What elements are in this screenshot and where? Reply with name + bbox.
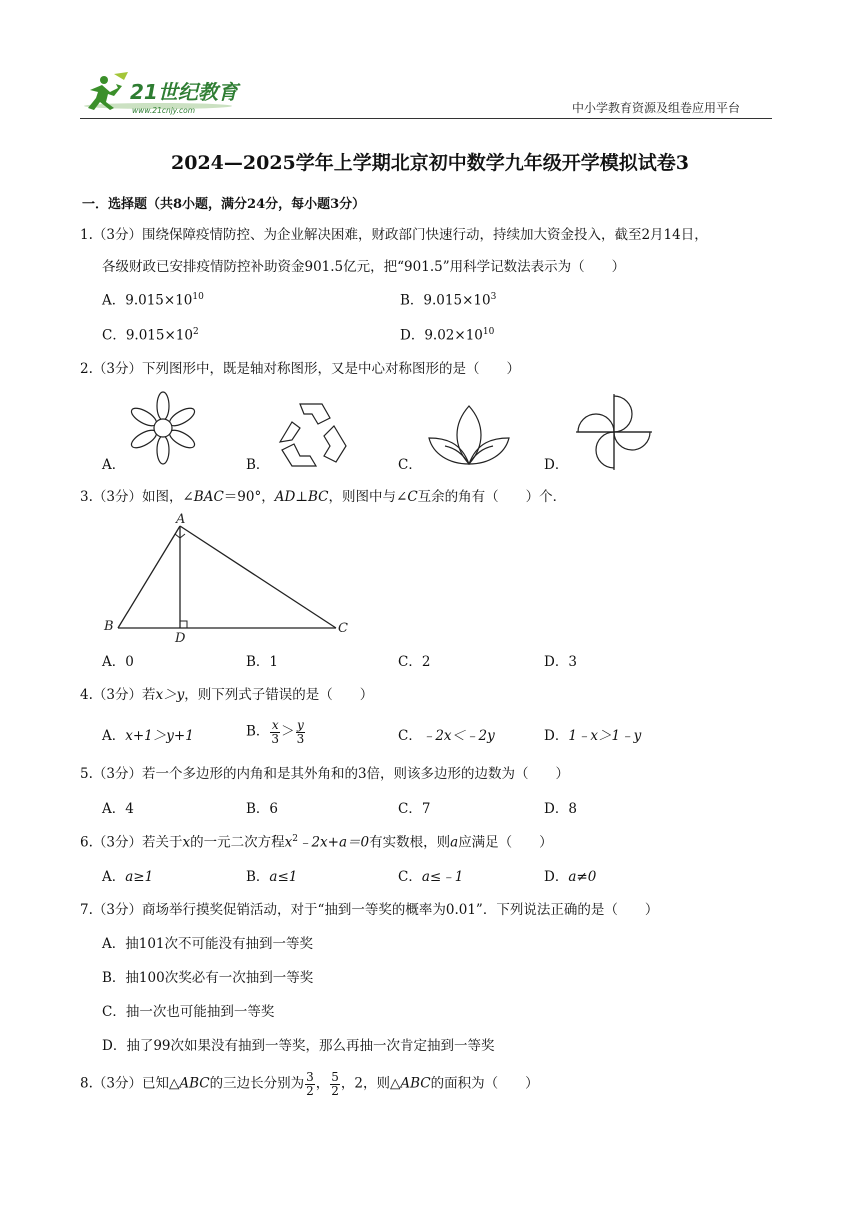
triangle-figure bbox=[100, 510, 360, 645]
logo-url: www.21cnjy.com bbox=[132, 106, 196, 115]
q7-stem: 7.（3分）商场举行摸奖促销活动，对于“抽到一等奖的概率为0.01”．下列说法正确的是（ ） bbox=[80, 902, 659, 918]
q3-option-c: C．2 bbox=[398, 654, 431, 670]
q6-option-c: C．a≤﹣1 bbox=[398, 869, 464, 885]
pinwheel-figure bbox=[572, 390, 656, 474]
q1-option-b: B．$9.015\times 10^3$ bbox=[400, 292, 497, 309]
q3-option-d: D．3 bbox=[544, 654, 577, 670]
q1-option-d: D．$9.02\times 10^{10}$ bbox=[400, 327, 495, 344]
header-divider bbox=[80, 118, 772, 119]
q4-option-a: A．x+1＞y+1 bbox=[102, 728, 194, 744]
q8-stem: 8.（3分）已知△ABC的三边长分别为 $\frac{3}{2}$ ， $\frac{5}{2}$ ，2，则△ABC的面积为（ ） bbox=[80, 1070, 539, 1098]
q7-option-a: A．抽101次不可能没有抽到一等奖 bbox=[102, 936, 314, 952]
flower-figure bbox=[125, 390, 205, 470]
lotus-figure bbox=[425, 402, 513, 472]
q3-stem: 3.（3分）如图，∠BAC＝90°，AD⊥BC，则图中与∠C互余的角有（ ）个． bbox=[80, 489, 567, 505]
q7-option-c: C．抽一次也可能抽到一等奖 bbox=[102, 1004, 275, 1020]
q4-stem: 4.（3分）若x＞y，则下列式子错误的是（ ） bbox=[80, 687, 374, 703]
q6-option-d: D．a≠0 bbox=[544, 869, 597, 885]
q1-stem-line2: 各级财政已安排疫情防控补助资金901.5亿元，把“901.5”用科学记数法表示为（ ） bbox=[102, 259, 626, 275]
q6-option-a: A．a≥1 bbox=[102, 869, 154, 885]
q5-option-b: B．6 bbox=[246, 801, 279, 817]
q4-option-c: C．﹣2x＜﹣2y bbox=[398, 728, 495, 744]
q6-option-b: B．a≤1 bbox=[246, 869, 298, 885]
q2-option-b: B． bbox=[246, 457, 270, 473]
recycle-figure bbox=[270, 400, 355, 472]
q3-option-a: A．0 bbox=[102, 654, 134, 670]
q2-stem: 2.（3分）下列图形中，既是轴对称图形，又是中心对称图形的是（ ） bbox=[80, 361, 520, 377]
logo-text: 21世纪教育 bbox=[130, 80, 238, 104]
q5-option-d: D．8 bbox=[544, 801, 577, 817]
vertex-b-label: B bbox=[104, 619, 114, 634]
q5-option-a: A．4 bbox=[102, 801, 134, 817]
q1-option-a: A．$9.015\times 10^{10}$ bbox=[102, 292, 204, 309]
section-heading: 一．选择题（共8小题，满分24分，每小题3分） bbox=[82, 197, 366, 212]
vertex-a-label: A bbox=[176, 512, 186, 527]
q7-option-d: D．抽了99次如果没有抽到一等奖，那么再抽一次肯定抽到一等奖 bbox=[102, 1038, 495, 1054]
q4-option-d: D．1﹣x＞1﹣y bbox=[544, 728, 642, 744]
q4-option-b: B． $\frac{x}{3}$ ＞ $\frac{y}{3}$ bbox=[246, 718, 305, 746]
vertex-d-label: D bbox=[175, 631, 186, 645]
vertex-c-label: C bbox=[338, 621, 348, 636]
q5-stem: 5.（3分）若一个多边形的内角和是其外角和的3倍，则该多边形的边数为（ ） bbox=[80, 766, 570, 782]
q3-option-b: B．1 bbox=[246, 654, 279, 670]
logo-21cnjy bbox=[80, 70, 250, 120]
platform-name: 中小学教育资源及组卷应用平台 bbox=[571, 101, 740, 115]
q5-option-c: C．7 bbox=[398, 801, 431, 817]
q1-stem-line1: 1.（3分）围绕保障疫情防控、为企业解决困难，财政部门快速行动，持续加大资金投入，截至2月14日， bbox=[80, 227, 708, 243]
q6-stem: 6.（3分）若关于x的一元二次方程$x^2﹣2x+a=0$有实数根，则a应满足（ ） bbox=[80, 834, 553, 851]
q2-option-d: D． bbox=[544, 457, 569, 473]
q1-option-c: C．$9.015\times 10^2$ bbox=[102, 327, 199, 344]
q2-option-a: A． bbox=[102, 457, 126, 473]
q2-option-c: C． bbox=[398, 457, 422, 473]
q7-option-b: B．抽100次奖必有一次抽到一等奖 bbox=[102, 970, 314, 986]
exam-title: 2024—2025学年上学期北京初中数学九年级开学模拟试卷3 bbox=[171, 152, 689, 174]
